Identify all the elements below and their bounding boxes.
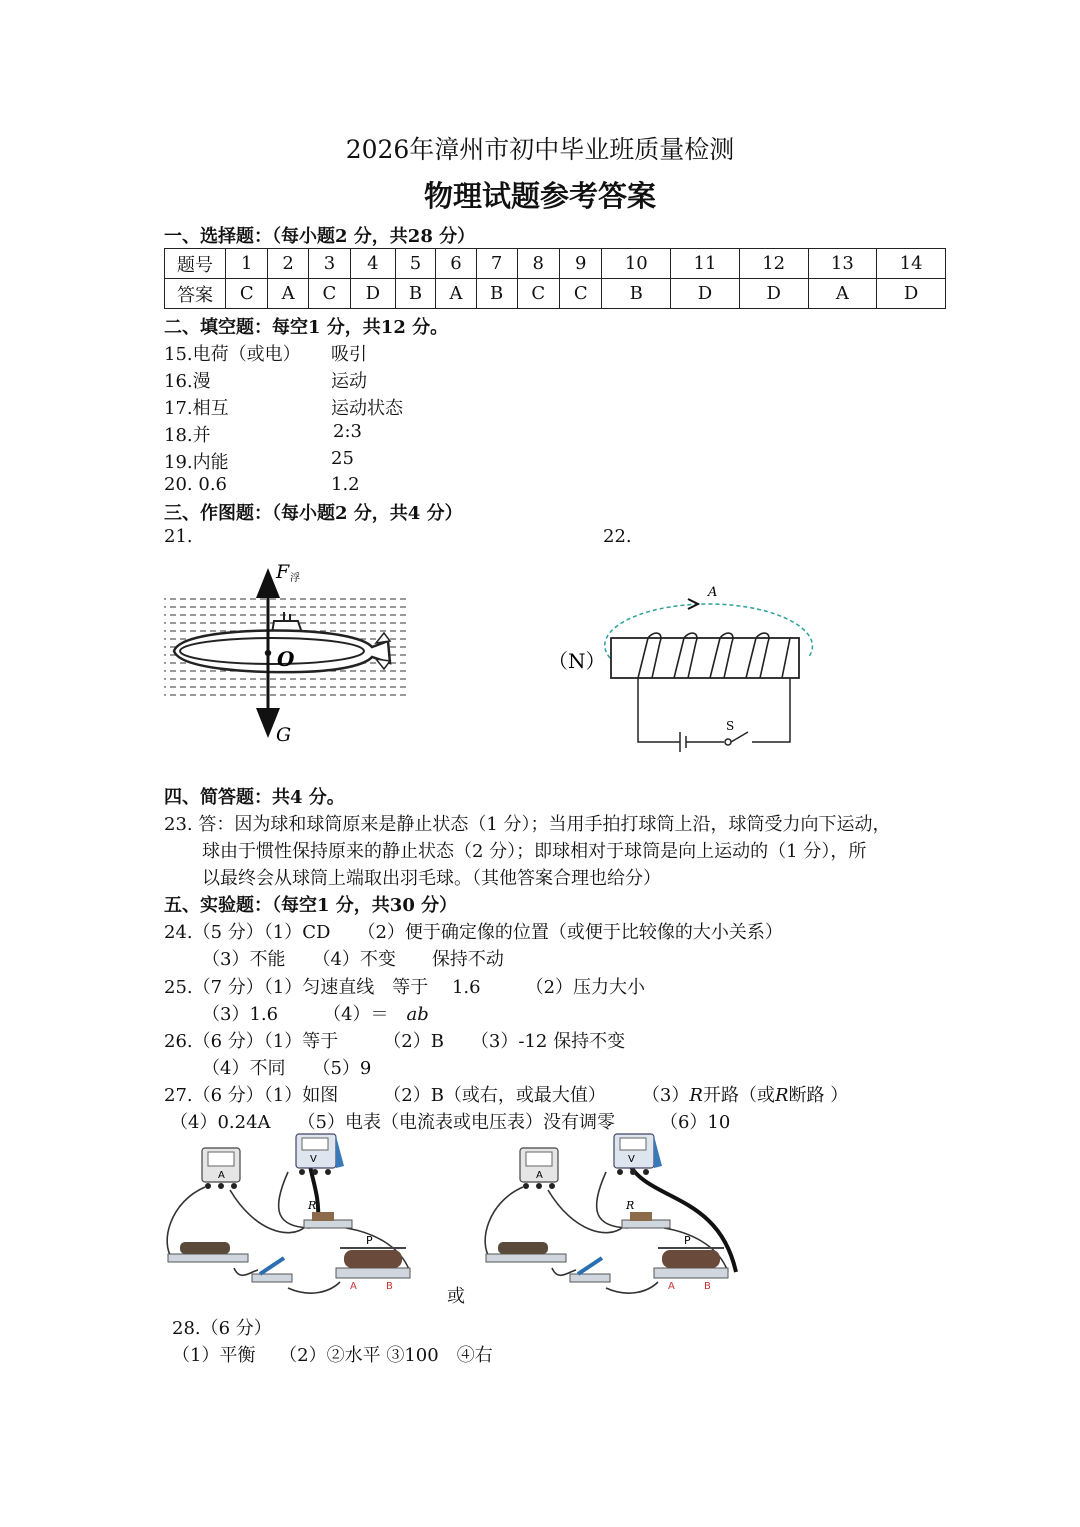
table-cell: 4: [351, 249, 395, 279]
end-a-label: A: [668, 1281, 675, 1292]
answer-28-line1: 28.（6 分）: [172, 1318, 272, 1339]
section-heading-choice: 一、选择题：（每小题2 分，共28 分）: [164, 226, 476, 247]
question-number-22: 22.: [603, 526, 632, 547]
section-heading-short-answer: 四、简答题：共4 分。: [164, 787, 345, 808]
table-cell: 13: [808, 249, 877, 279]
or-label: 或: [447, 1286, 465, 1307]
section-heading-drawing: 三、作图题：（每小题2 分，共4 分）: [164, 503, 463, 524]
page-subtitle: 物理试题参考答案: [423, 179, 656, 213]
answer-25-line2: （3）1.6 （4）＝ ab: [202, 1004, 429, 1025]
section-heading-experiment: 五、实验题：（每空1 分，共30 分）: [164, 895, 458, 916]
table-cell: A: [436, 279, 476, 309]
circuit-diagram-right: [478, 1132, 748, 1304]
answer-27-line2: （4）0.24A （5）电表（电流表或电压表）没有调零 （6）10: [170, 1112, 731, 1133]
answer-27-line1: 27.（6 分）（1）如图 （2）B（或右，或最大值） （3）R开路（或R断路 ）: [164, 1085, 849, 1106]
slider-label: P: [684, 1234, 691, 1247]
answer-24-line2: （3）不能 （4）不变 保持不动: [202, 949, 504, 970]
point-a-label: A: [708, 585, 718, 600]
answer-26-line1: 26.（6 分）（1）等于 （2）B （3）-12 保持不变: [164, 1031, 626, 1052]
answer-23-line2: 球由于惯性保持原来的静止状态（2 分）；即球相对于球筒是向上运动的（1 分），所: [202, 841, 867, 862]
gravity-label: G: [276, 724, 292, 746]
table-cell: 6: [436, 249, 476, 279]
ammeter-label: A: [218, 1170, 225, 1181]
answer-24-line1: 24.（5 分）（1）CD （2）便于确定像的位置（或便于比较像的大小关系）: [164, 922, 783, 943]
list-item: 16.漫: [164, 371, 211, 392]
list-item: 15.电荷（或电）: [164, 344, 301, 365]
circuit-diagram-left: [160, 1132, 420, 1304]
table-cell: C: [559, 279, 601, 309]
resistor-label: R: [308, 1199, 317, 1212]
end-a-label: A: [350, 1281, 357, 1292]
table-cell: B: [476, 279, 517, 309]
table-cell: 9: [559, 249, 601, 279]
list-item: 19.内能: [164, 452, 229, 473]
table-cell: 7: [476, 249, 517, 279]
north-pole-label: （N）: [548, 649, 606, 673]
solenoid-diagram: [548, 580, 828, 750]
voltmeter-label: V: [310, 1154, 317, 1165]
table-cell: B: [395, 279, 436, 309]
list-item: 吸引: [331, 344, 367, 365]
answer-26-line2: （4）不同 （5）9: [202, 1058, 372, 1079]
submarine-force-diagram: [160, 555, 420, 750]
table-cell: D: [671, 279, 740, 309]
table-cell: 1: [226, 249, 268, 279]
table-cell: 3: [308, 249, 350, 279]
table-cell: 5: [395, 249, 436, 279]
voltmeter-label: V: [628, 1154, 635, 1165]
list-item: 运动: [331, 371, 367, 392]
table-cell: A: [268, 279, 308, 309]
list-item: 1.2: [331, 474, 360, 495]
table-cell: 10: [602, 249, 671, 279]
table-cell: B: [602, 279, 671, 309]
page-title: 2026年漳州市初中毕业班质量检测: [345, 135, 735, 164]
table-row: [165, 249, 946, 279]
section-heading-fill: 二、填空题：每空1 分，共12 分。: [164, 317, 449, 338]
list-item: 20. 0.6: [164, 474, 228, 495]
buoyant-force-subscript: 浮: [290, 573, 300, 584]
end-b-label: B: [386, 1281, 393, 1292]
table-cell: 12: [739, 249, 808, 279]
question-number-21: 21.: [164, 526, 193, 547]
table-cell: 8: [517, 249, 559, 279]
list-item: 运动状态: [331, 398, 403, 419]
answer-28-line2: （1）平衡 （2）②水平 ③100 ④右: [172, 1345, 493, 1366]
answer-23-line3: 以最终会从球筒上端取出羽毛球。（其他答案合理也给分）: [202, 868, 661, 889]
center-point-label: O: [277, 647, 295, 671]
answer-25-line1: 25.（7 分）（1）匀速直线 等于 1.6 （2）压力大小: [164, 977, 646, 998]
table-cell: D: [351, 279, 395, 309]
table-row-label: 题号: [165, 249, 226, 279]
table-cell: C: [308, 279, 350, 309]
answer-23-line1: 23. 答：因为球和球筒原来是静止状态（1 分）；当用手拍打球筒上沿，球筒受力向下运动，: [164, 814, 891, 835]
resistor-label: R: [626, 1199, 635, 1212]
answer-table: [164, 248, 946, 309]
list-item: 2:3: [333, 421, 362, 442]
end-b-label: B: [704, 1281, 711, 1292]
table-cell: C: [226, 279, 268, 309]
table-cell: D: [739, 279, 808, 309]
table-cell: 11: [671, 249, 740, 279]
ammeter-label: A: [536, 1170, 543, 1181]
table-cell: 14: [877, 249, 946, 279]
table-cell: D: [877, 279, 946, 309]
list-item: 17.相互: [164, 398, 229, 419]
list-item: 18.并: [164, 425, 211, 446]
table-row-label: 答案: [165, 279, 226, 309]
table-cell: C: [517, 279, 559, 309]
table-cell: A: [808, 279, 877, 309]
slider-label: P: [366, 1234, 373, 1247]
switch-label: S: [726, 719, 735, 733]
table-row: [165, 279, 946, 309]
table-cell: 2: [268, 249, 308, 279]
buoyant-force-label: F: [276, 561, 290, 583]
list-item: 25: [331, 448, 354, 469]
